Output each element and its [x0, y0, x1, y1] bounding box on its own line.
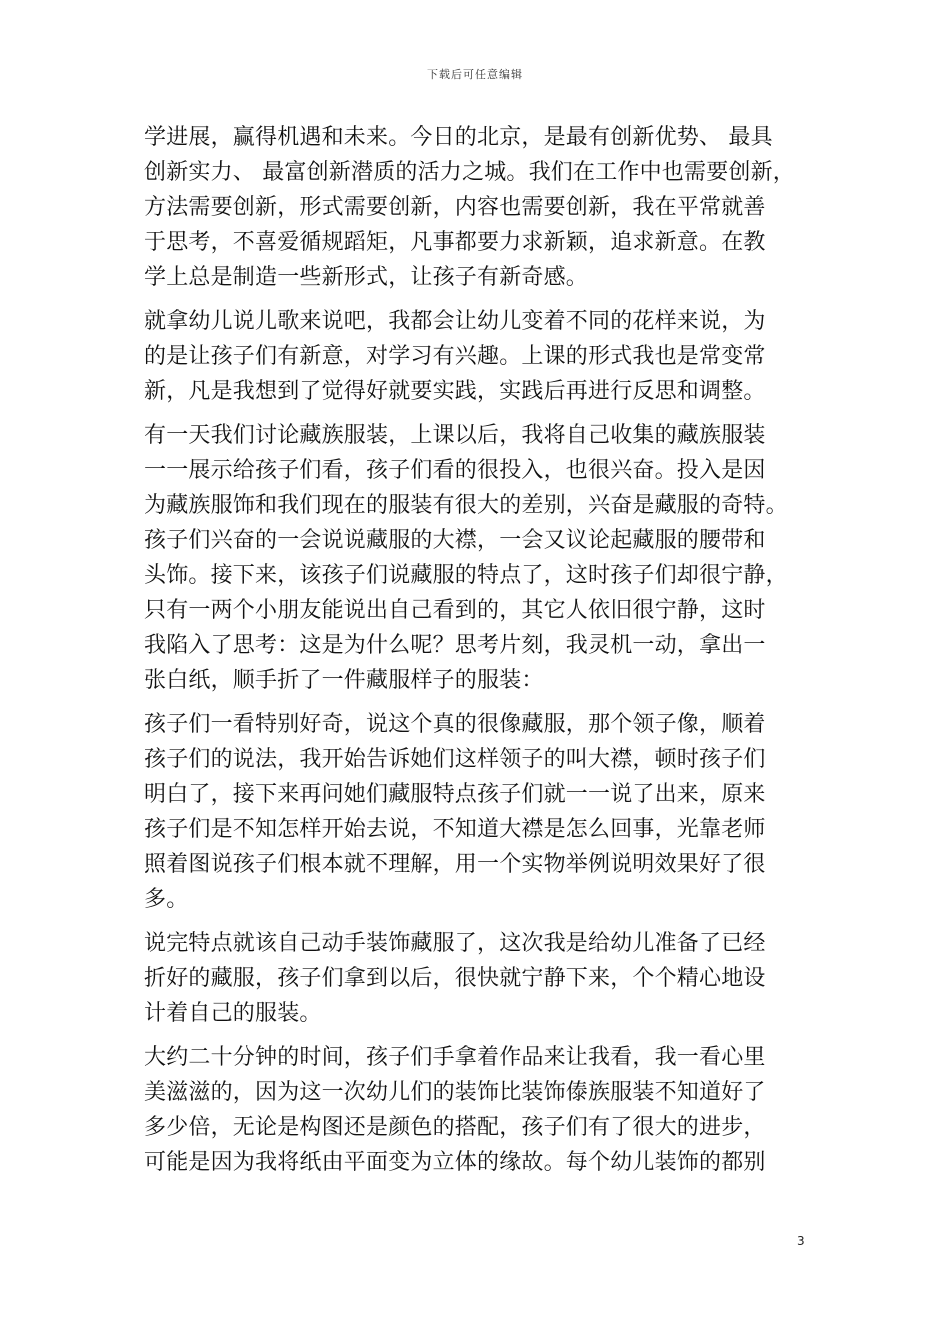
document-body: [144, 120, 814, 1189]
text-line: 孩子们是不知怎样开始去说，不知道大襟是怎么回事，光靠老师: [144, 817, 766, 842]
text-line: 多。: [144, 887, 189, 912]
text-line: 学进展，赢得机遇和未来。今日的北京，是最有创新优势、 最具: [144, 125, 773, 150]
text-line: 于思考，不喜爱循规蹈矩，凡事都要力求新颖，追求新意。在教: [144, 230, 766, 255]
text-line: 一一展示给孩子们看，孩子们看的很投入，也很兴奋。投入是因: [144, 458, 766, 483]
paragraph-1: [144, 120, 814, 295]
paragraph-3: [144, 418, 814, 698]
text-line: 孩子们的说法，我开始告诉她们这样领子的叫大襟，顿时孩子们: [144, 747, 766, 772]
text-line: 美滋滋的，因为这一次幼儿们的装饰比装饰傣族服装不知道好了: [144, 1080, 766, 1105]
text-line: 明白了，接下来再问她们藏服特点孩子们就一一说了出来，原来: [144, 782, 766, 807]
text-line: 张白纸，顺手折了一件藏服样子的服装：: [144, 668, 544, 693]
text-line: 大约二十分钟的时间，孩子们手拿着作品来让我看，我一看心里: [144, 1045, 766, 1070]
text-line: 照着图说孩子们根本就不理解，用一个实物举例说明效果好了很: [144, 852, 766, 877]
text-line: 折好的藏服，孩子们拿到以后，很快就宁静下来，个个精心地设: [144, 966, 766, 991]
text-line: 就拿幼儿说儿歌来说吧，我都会让幼儿变着不同的花样来说，为: [144, 309, 766, 334]
text-line: 为藏族服饰和我们现在的服装有很大的差别，兴奋是藏服的奇特。: [144, 493, 788, 518]
text-line: 方法需要创新，形式需要创新，内容也需要创新，我在平常就善: [144, 195, 766, 220]
paragraph-2: [144, 304, 814, 409]
text-line: 新，凡是我想到了觉得好就要实践，实践后再进行反思和调整。: [144, 379, 766, 404]
text-line: 有一天我们讨论藏族服装，上课以后，我将自己收集的藏族服装: [144, 423, 766, 448]
text-line: 可能是因为我将纸由平面变为立体的缘故。每个幼儿装饰的都别: [144, 1150, 766, 1175]
paragraph-6: [144, 1040, 814, 1180]
text-line: 头饰。接下来，该孩子们说藏服的特点了，这时孩子们却很宁静，: [144, 563, 788, 588]
text-line: 学上总是制造一些新形式，让孩子有新奇感。: [144, 265, 589, 290]
page-number: 3: [797, 1234, 805, 1248]
text-line: 孩子们一看特别好奇，说这个真的很像藏服，那个领子像，顺着: [144, 712, 766, 737]
text-line: 的是让孩子们有新意，对学习有兴趣。上课的形式我也是常变常: [144, 344, 766, 369]
text-line: 创新实力、 最富创新潜质的活力之城。我们在工作中也需要创新，: [144, 160, 795, 185]
text-line: 我陷入了思考：这是为什么呢？思考片刻，我灵机一动，拿出一: [144, 633, 766, 658]
text-line: 说完特点就该自己动手装饰藏服了，这次我是给幼儿准备了已经: [144, 931, 766, 956]
paragraph-4: [144, 707, 814, 917]
page-header: 下载后可任意编辑: [427, 68, 523, 81]
text-line: 多少倍，无论是构图还是颜色的搭配，孩子们有了很大的进步，: [144, 1115, 766, 1140]
text-line: 孩子们兴奋的一会说说藏服的大襟，一会又议论起藏服的腰带和: [144, 528, 766, 553]
text-line: 只有一两个小朋友能说出自己看到的，其它人依旧很宁静，这时: [144, 598, 766, 623]
text-line: 计着自己的服装。: [144, 1001, 322, 1026]
paragraph-5: [144, 926, 814, 1031]
